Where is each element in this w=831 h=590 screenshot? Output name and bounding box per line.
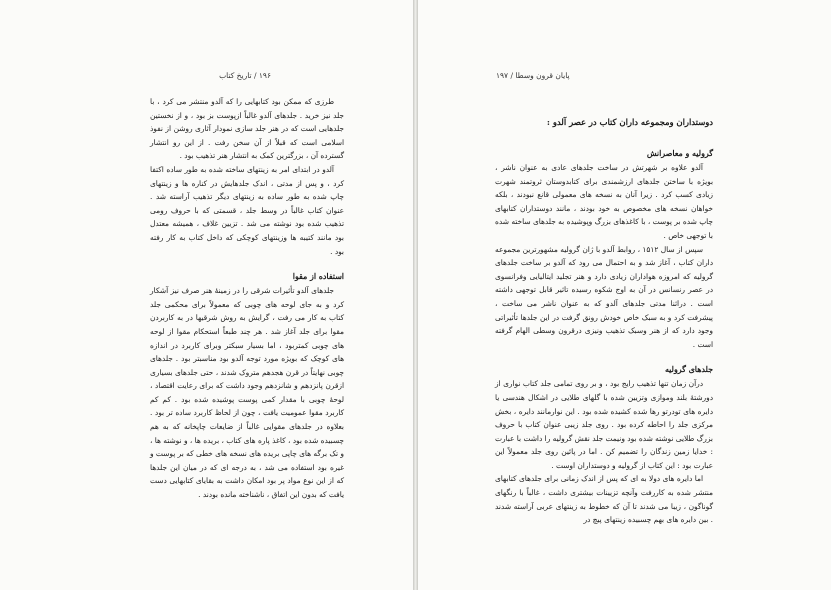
- running-header-right: پایان قرون وسطا / ۱۹۷: [496, 71, 570, 80]
- paragraph: اما دایره های دولا به ای که پس از اندک زمانی برای جلدهای کتابهای منتشر شده به کاررفت وآنچه تزیینات بیشتری داشت ، غالباً با رنگهای گوناگون ، زیبا می شدند تا آن که خطوط به زینتهای عربی آراسته شدند . بین دایره های بهم چسبیده زینتهای پیچ در: [495, 474, 713, 525]
- paragraph: آلدو علاوه بر شهرتش در ساخت جلدهای عادی به عنوان ناشر ، بویژه با ساختن جلدهای ارزشمندی برای کتابدوستان ثروتمند شهرت زیادی کسب کرد . زیرا آنان به نسخه های معمولی قانع نبودند ، بلکه خواهان نسخه های مخصوص به خود بودند ، مانند دوستداران کتابهای چاپ شده بر پوست ، با کاغذهای بزرگ وپوشیده به جلدهای ساخته شده با توجهی خاص .: [495, 163, 713, 240]
- running-header-left: ۱۹۶ / تاریخ کتاب: [219, 71, 271, 80]
- section-title: استفاده از مقوا: [292, 272, 344, 282]
- section-title: گرولیه و معاصرانش: [646, 149, 713, 158]
- paragraph: آلدو در ابتدای امر به زینتهای ساخته شده به طور ساده اکتفا کرد ، و پس از مدتی ، اندک جلدهایش در کناره ها و زینتهای چاپ شده به طور ساده به زینتهای دیگر تذهیب آراسته شد . عنوان کتاب غالباً در وسط جلد ، قسمتی که با حروف رومی تذهیب شده بود نوشته می شد . تزیین غلاف ، همیشه معتدل بود مانند کتیبه ها وزینتهای کوچکی که داخل کتاب به کار رفته بود .: [150, 164, 344, 256]
- section-title: جلدهای گرولیه: [664, 365, 713, 375]
- right-text-column: [495, 115, 713, 527]
- paragraph: جلدهای آلدو تأثیرات شرقی را در زمینۀ هنر صرف نیز آشکار کرد و به جای لوحه های چوبی که معمولاً برای محکمی جلد کتاب به کار می رفت ، گرایش به روش شرقیها در به کاربردن مقوا برای جلد آغاز شد . هر چند طبعاً استحکام مقوا از لوحه های چوبی کمتربود ، اما بسیار سبکتر وبرای کاربرد در اندازه های کوچک که بویژه مورد توجه آلدو بود مناسبتر بود . جلدهای چوبی نهایتاً در قرن هجدهم متروک شدند ، حتی جلدهای بسیاری ازقرن پانزدهم و شانزدهم وجود داشت که برای رعایت اقتصاد ، لوحۀ چوبی با مقدار کمی پوست پوشیده شده بود . کم کم کاربرد مقوا عمومیت یافت ، چون از لحاظ کاربرد ساده تر بود . بعلاوه در جلدهای مقوایی غالباً از ضایعات چاپخانه که به هم چسبیده شده بود ، کاغذ پاره های کتاب ، بریده ها ، و نوشته ها ، و تک برگه های چاپی بریده های نسخه های خطی که بر پوست و غیره بود استفاده می شد ، به درجه ای که در میان این جلدها که از این نوع مواد پر بود امکان داشت به بقایای کتابهایی دست یافت که بدون این اتفاق ، ناشناخته مانده بودند .: [150, 286, 344, 500]
- right-page: [418, 0, 831, 590]
- left-text-column: [150, 95, 344, 502]
- left-page: [0, 0, 413, 590]
- paragraph: درآن زمان تنها تذهیب رایج بود ، و بر روی تمامی جلد کتاب نواری از دورشتۀ بلند وموازی وتزیین شده با گلهای طلایی در اشکال هندسی یا دایره های تودرتو رها شده کشیده شده بود . این نوارمانند دایره ، بخش مرکزی جلد را احاطه کرده بود . روی جلد زیبی عنوان کتاب با حروف بزرگ طلایی نوشته شده بود ونیمت جلد نقش گرولیه را داشت با عبارت : خدایا زمین زندگان را تضمیم کن . اما در پائین روی جلد معمولاً این عبارت بود : این کتاب از گرولیه و دوستداران اوست .: [495, 379, 713, 470]
- chapter-title: دوستداران ومجموعه داران کتاب در عصر آلدو :: [546, 117, 713, 127]
- paragraph: سپس از سال ۱۵۱۲ ، روابط آلدو با ژان گرولیه مشهورترین مجموعه داران کتاب ، آغاز شد و به احتمال می رود که آلدو بر ساخت جلدهای گرولیه که امروزه هواداران زیادی دارد و هنر تجلید ایتالیایی وفرانسوی در عصر رنسانس در آن به اوج شکوه رسیده تاثیر قابل توجهی داشته است . دراثنا مدتی جلدهای آلدو که به عنوان ناشر می ساخت ، پیشرفت کرد و به سبک خاص خودش رونق گرفت در این جلدها تأثیراتی وجود دارد که از هنر وسبک تذهیب ونیزی درقرون وسطی الهام گرفته است .: [495, 244, 713, 349]
- paragraph: طرزی که ممکن بود کتابهایی را که آلدو منتشر می کرد ، با جلد نیز خرید . جلدهای آلدو غالباً ازپوست بز بود ، و از نخستین جلدهایی است که در هنر جلد سازی نمودار آثاری روشن از نفوذ اسلامی است که قبلاً از آن سخن رفت . از این رو انتشار گسترده آن ، بزرگترین کمک به انتشار هنر تذهیب بود .: [150, 97, 344, 161]
